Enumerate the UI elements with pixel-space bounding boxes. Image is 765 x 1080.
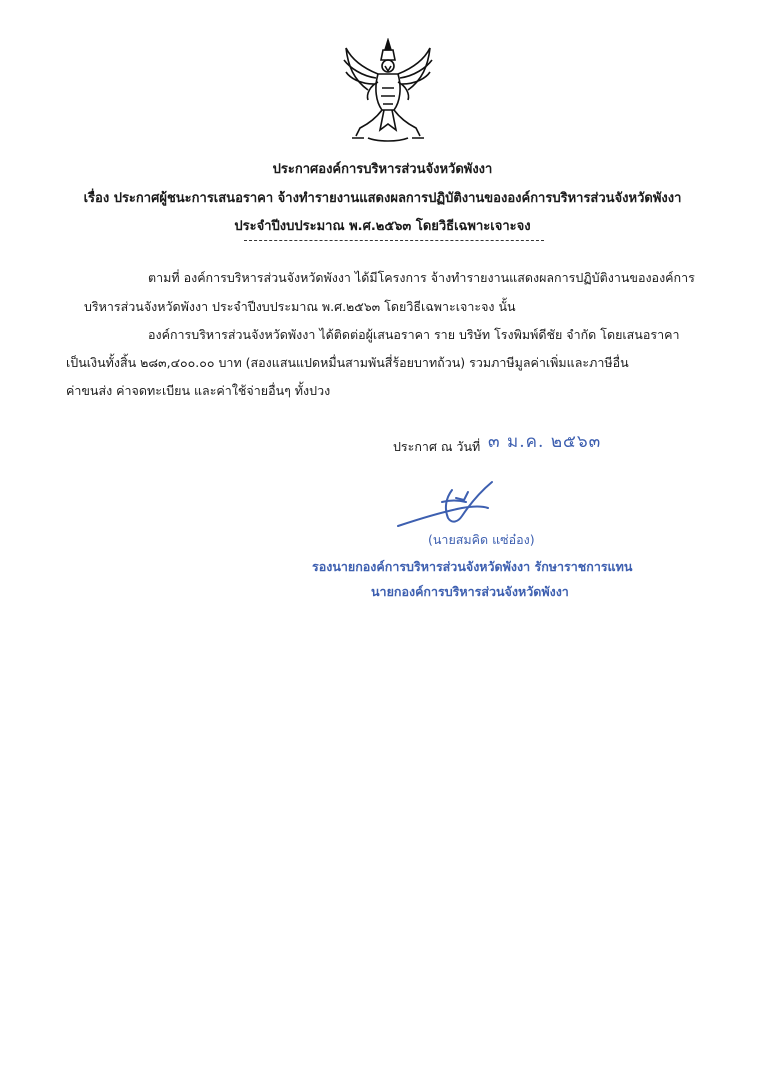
body-paragraph-2-line-1: องค์การบริหารส่วนจังหวัดพังงา ได้ติดต่อผู้เสนอราคา ราย บริษัท โรงพิมพ์ดีชัย จำกัด โดยเสนอราคา [148, 327, 680, 342]
announcement-date: ๓ ม.ค. ๒๕๖๓ [488, 432, 602, 452]
body-paragraph-2-line-3: ค่าขนส่ง ค่าจดทะเบียน และค่าใช้จ่ายอื่นๆ ทั้งปวง [66, 383, 331, 398]
signer-position-line-1: รองนายกองค์การบริหารส่วนจังหวัดพังงา รักษาราชการแทน [312, 559, 633, 574]
header-divider [244, 240, 544, 241]
body-paragraph-2-line-2: เป็นเงินทั้งสิ้น ๒๘๓,๔๐๐.๐๐ บาท (สองแสนแปดหมื่นสามพันสี่ร้อยบาทถ้วน) รวมภาษีมูลค่าเพิ่มและภาษีอื่น [66, 355, 629, 370]
announcement-subject: เรื่อง ประกาศผู้ชนะการเสนอราคา จ้างทำรายงานแสดงผลการปฏิบัติงานขององค์การบริหารส่วนจังหวัดพังงา [83, 191, 682, 206]
announcement-title: ประกาศองค์การบริหารส่วนจังหวัดพังงา [272, 162, 493, 177]
announcement-subject-line2: ประจำปีงบประมาณ พ.ศ.๒๕๖๓ โดยวิธีเฉพาะเจาะจง [234, 219, 531, 234]
signer-name: (นายสมคิด แซ่อ๋อง) [428, 532, 535, 547]
signer-position-line-2: นายกองค์การบริหารส่วนจังหวัดพังงา [371, 584, 569, 599]
announcement-date-label: ประกาศ ณ วันที่ [393, 439, 481, 454]
garuda-emblem-icon [338, 38, 438, 144]
body-paragraph-1-line-2: บริหารส่วนจังหวัดพังงา ประจำปีงบประมาณ พ.ศ.๒๕๖๓ โดยวิธีเฉพาะเจาะจง นั้น [84, 299, 516, 314]
body-paragraph-1-line-1: ตามที่ องค์การบริหารส่วนจังหวัดพังงา ได้มีโครงการ จ้างทำรายงานแสดงผลการปฏิบัติงานขององค์การ [148, 270, 695, 285]
handwritten-signature [392, 478, 512, 538]
